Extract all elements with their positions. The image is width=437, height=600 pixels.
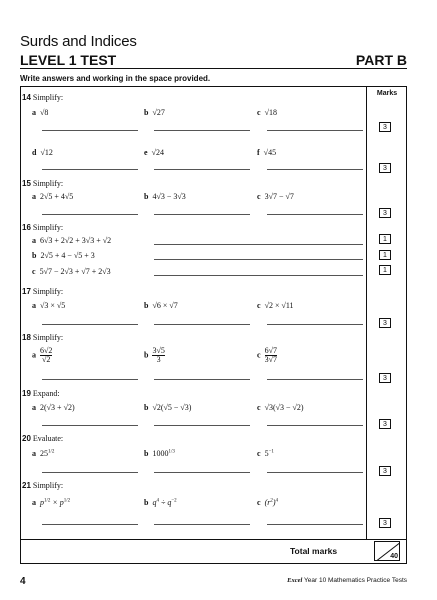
item-expression: 5√7 − 2√3 + √7 + 2√3 <box>39 267 111 276</box>
power-exponent: 1/2 <box>63 498 71 504</box>
item-expression: √3 × √5 <box>40 301 66 310</box>
answer-line[interactable] <box>42 169 138 170</box>
item-label: a <box>32 498 36 507</box>
q16-item-c <box>32 267 111 276</box>
item-expression: √27 <box>152 108 165 117</box>
answer-line[interactable] <box>154 425 250 426</box>
item-expression: 6√3 + 2√2 + 3√3 + √2 <box>40 236 112 245</box>
q14-item-c <box>257 108 277 117</box>
item-label: b <box>144 108 149 117</box>
item-label: b <box>32 251 37 260</box>
item-label: c <box>257 350 261 360</box>
question-number: 21 <box>22 481 31 490</box>
item-expression: √6 × √7 <box>152 301 178 310</box>
numerator: 6√2 <box>40 346 53 355</box>
question-15-stem <box>22 179 63 188</box>
item-expression: 2√5 + 4 − √5 + 3 <box>40 251 95 260</box>
question-number: 18 <box>22 333 31 342</box>
item-label: b <box>144 350 149 360</box>
item-label: c <box>32 267 36 276</box>
answer-line[interactable] <box>267 324 363 325</box>
answer-line[interactable] <box>267 169 363 170</box>
item-expression: √8 <box>40 108 49 117</box>
q14-item-f <box>257 148 276 157</box>
power-exponent: 1/2 <box>44 498 51 504</box>
header-rule <box>20 68 407 69</box>
q21-item-c <box>257 498 278 507</box>
fraction <box>152 347 164 364</box>
marks-box: 1 <box>379 265 391 275</box>
item-label: c <box>257 192 261 201</box>
marks-header: Marks <box>376 90 398 97</box>
answer-line[interactable] <box>154 259 363 260</box>
power-exponent: 2 <box>270 498 273 504</box>
power-base: 5 <box>264 449 269 458</box>
q18-item-a <box>32 347 52 364</box>
answer-line[interactable] <box>42 214 138 215</box>
question-stem-text: Simplify: <box>32 93 64 102</box>
footer-title <box>287 577 407 584</box>
marks-box: 3 <box>379 466 391 476</box>
power-base: p <box>40 498 44 507</box>
answer-line[interactable] <box>267 472 363 473</box>
denominator: 3 <box>156 355 161 364</box>
page-number: 4 <box>20 576 26 587</box>
fraction <box>265 347 277 364</box>
answer-line[interactable] <box>42 130 138 131</box>
q20-item-b <box>144 449 175 458</box>
item-label: b <box>144 301 149 310</box>
total-marks-label: Total marks <box>290 546 338 556</box>
answer-line[interactable] <box>42 379 138 380</box>
question-stem-text: Expand: <box>32 389 60 398</box>
numerator: 3√5 <box>152 346 165 355</box>
q19-item-a <box>32 403 75 412</box>
total-row-rule <box>20 539 407 540</box>
item-label: c <box>257 108 261 117</box>
q20-item-c <box>257 449 274 458</box>
question-14-stem <box>22 93 63 102</box>
power-base: ÷ q <box>158 498 172 507</box>
answer-line[interactable] <box>154 524 250 525</box>
q14-item-b <box>144 108 165 117</box>
question-stem-text: Simplify: <box>32 287 64 296</box>
item-label: f <box>257 148 260 157</box>
answer-line[interactable] <box>154 275 363 276</box>
question-stem-text: Evaluate: <box>32 434 64 443</box>
item-label: c <box>257 301 261 310</box>
item-expression: √2(√5 − √3) <box>152 403 192 412</box>
marks-box: 1 <box>379 250 391 260</box>
marks-box: 1 <box>379 234 391 244</box>
power-exponent: 1/3 <box>168 449 175 455</box>
q14-item-d <box>32 148 53 157</box>
item-label: b <box>144 449 149 458</box>
item-expression: √24 <box>151 148 164 157</box>
brand-logo: Excel <box>287 577 303 584</box>
question-box <box>20 86 407 564</box>
q18-item-b <box>144 347 165 364</box>
item-label: d <box>32 148 37 157</box>
power-exponent: −1 <box>268 449 274 455</box>
item-label: a <box>32 449 36 458</box>
item-expression: 2(√3 + √2) <box>40 403 75 412</box>
question-21-stem <box>22 481 63 490</box>
marks-box: 3 <box>379 318 391 328</box>
question-number: 14 <box>22 93 31 102</box>
part-title: PART B <box>355 52 407 68</box>
question-18-stem <box>22 333 63 342</box>
item-label: a <box>32 403 36 412</box>
q15-item-b <box>144 192 186 201</box>
answer-line[interactable] <box>154 169 250 170</box>
q21-item-b <box>144 498 177 507</box>
q18-item-c <box>257 347 277 364</box>
item-expression: 3√7 − √7 <box>264 192 294 201</box>
item-expression: √12 <box>40 148 53 157</box>
denominator: 3√7 <box>264 355 277 364</box>
q17-item-c <box>257 301 294 310</box>
total-marks-value: 40 <box>390 553 398 560</box>
power-exponent: −2 <box>171 498 177 504</box>
item-label: e <box>144 148 148 157</box>
marks-column-divider <box>366 86 367 539</box>
q19-item-c <box>257 403 304 412</box>
item-expression: √3(√3 − √2) <box>264 403 304 412</box>
question-number: 17 <box>22 287 31 296</box>
item-label: a <box>32 236 36 245</box>
q16-item-a <box>32 236 111 245</box>
question-number: 19 <box>22 389 31 398</box>
q14-item-e <box>144 148 164 157</box>
q15-item-c <box>257 192 294 201</box>
item-expression: 2√5 + 4√5 <box>40 192 74 201</box>
power-base: 1000 <box>152 449 169 458</box>
marks-box: 3 <box>379 163 391 173</box>
marks-box: 3 <box>379 373 391 383</box>
answer-line[interactable] <box>154 244 363 245</box>
answer-line[interactable] <box>267 214 363 215</box>
q17-item-a <box>32 301 65 310</box>
question-stem-text: Simplify: <box>32 223 64 232</box>
answer-line[interactable] <box>42 425 138 426</box>
item-label: a <box>32 350 36 360</box>
item-label: a <box>32 108 36 117</box>
level-title: LEVEL 1 TEST <box>20 52 117 68</box>
book-title: Year 10 Mathematics Practice Tests <box>302 577 407 584</box>
q19-item-b <box>144 403 191 412</box>
answer-line[interactable] <box>42 472 138 473</box>
item-label: b <box>144 403 149 412</box>
item-expression: 4√3 − 3√3 <box>152 192 186 201</box>
q17-item-b <box>144 301 178 310</box>
answer-line[interactable] <box>267 130 363 131</box>
q16-item-b <box>32 251 95 260</box>
item-label: a <box>32 192 36 201</box>
answer-line[interactable] <box>267 524 363 525</box>
power-exponent: 4 <box>275 498 279 504</box>
power-base: 25 <box>40 449 48 458</box>
marks-box: 3 <box>379 419 391 429</box>
question-16-stem <box>22 223 63 232</box>
power-base: q <box>152 498 157 507</box>
power-exponent: 4 <box>156 498 159 504</box>
topic-title: Surds and Indices <box>20 33 137 50</box>
denominator: √2 <box>42 355 51 364</box>
q15-item-a <box>32 192 73 201</box>
item-label: c <box>257 498 261 507</box>
item-label: c <box>257 403 261 412</box>
answer-line[interactable] <box>42 524 138 525</box>
power-base: ) <box>272 498 276 507</box>
power-base: × p <box>50 498 64 507</box>
answer-line[interactable] <box>154 324 250 325</box>
item-expression: √18 <box>264 108 277 117</box>
question-17-stem <box>22 287 63 296</box>
power-exponent: 1/2 <box>48 449 55 455</box>
instructions: Write answers and working in the space provided. <box>20 74 211 83</box>
item-label: b <box>144 498 149 507</box>
numerator: 6√7 <box>264 346 277 355</box>
answer-line[interactable] <box>42 324 138 325</box>
q20-item-a <box>32 449 54 458</box>
answer-line[interactable] <box>154 214 250 215</box>
fraction <box>40 347 52 364</box>
answer-line[interactable] <box>267 379 363 380</box>
q14-item-a <box>32 108 48 117</box>
question-stem-text: Simplify: <box>32 333 64 342</box>
item-expression: √2 × √11 <box>264 301 294 310</box>
marks-box: 3 <box>379 208 391 218</box>
question-stem-text: Simplify: <box>32 179 64 188</box>
answer-line[interactable] <box>154 130 250 131</box>
item-label: a <box>32 301 36 310</box>
item-label: c <box>257 449 261 458</box>
item-label: b <box>144 192 149 201</box>
question-19-stem <box>22 389 60 398</box>
question-20-stem <box>22 434 63 443</box>
question-stem-text: Simplify: <box>32 481 64 490</box>
marks-box: 3 <box>379 518 391 528</box>
answer-line[interactable] <box>154 472 250 473</box>
item-expression: √45 <box>263 148 277 157</box>
question-number: 16 <box>22 223 31 232</box>
q21-item-a <box>32 498 70 507</box>
question-number: 15 <box>22 179 31 188</box>
answer-line[interactable] <box>267 425 363 426</box>
power-base: (r <box>264 498 271 507</box>
question-number: 20 <box>22 434 31 443</box>
answer-line[interactable] <box>154 379 250 380</box>
marks-box: 3 <box>379 122 391 132</box>
total-marks-box <box>374 541 400 561</box>
